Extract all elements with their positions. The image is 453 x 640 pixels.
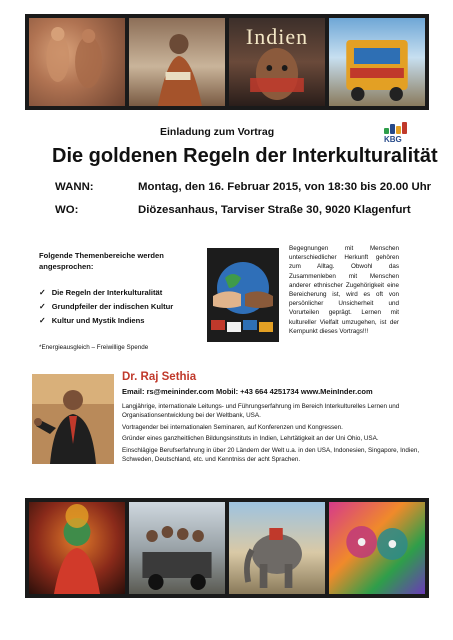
intro-paragraph: Begegnungen mit Menschen unterschiedlicher Herkunft gehören zum Alltag. Obwohl das Zusammenleben mit Menschen anderer ethnischer Zugehörigkeit eine Bereicherung ist, wird es oft von persönlicher Unsicherheit und Vorurteilen geprägt. Lernen mit kultureller Vielfalt umzugehen, ist der Kernpunkt dieses Vortrags!!!	[289, 245, 399, 335]
holi-festival-photo	[329, 502, 425, 594]
sadhu-photo	[129, 18, 225, 106]
topics-box	[39, 250, 204, 351]
decorated-truck-photo	[329, 18, 425, 106]
indien-face-photo	[229, 18, 325, 106]
indien-caption: Indien	[245, 24, 309, 49]
temple-carvings-photo	[29, 18, 125, 106]
elephant-street-photo	[229, 502, 325, 594]
check-icon: ✓	[39, 302, 46, 311]
speaker-name: Dr. Raj Sethia	[122, 371, 197, 383]
globe-hands-image	[207, 248, 279, 342]
when-label: WANN:	[55, 181, 94, 193]
check-icon: ✓	[39, 288, 46, 297]
topics-list	[39, 286, 204, 328]
speaker-contact: Email: rs@meininder.com Mobil: +43 664 4251734 www.MeinInder.com	[122, 387, 373, 396]
logo-text: KBG	[384, 135, 402, 144]
bottom-filmstrip	[25, 498, 429, 598]
topic-label: Kultur und Mystik Indiens	[51, 316, 145, 325]
top-filmstrip	[25, 14, 429, 110]
topic-label: Die Regeln der Interkulturalität	[51, 288, 163, 297]
speaker-bio-paragraph: Langjährige, internationale Leitungs- und Führungserfahrung im Bereich Interkulturelles Lernen und Organisationsentwicklung bei der Weltbank, USA.	[122, 403, 400, 419]
list-item	[39, 300, 204, 314]
where-label: WO:	[55, 204, 79, 216]
list-item	[39, 286, 204, 300]
logo-mark-icon	[384, 122, 424, 134]
when-value: Montag, den 16. Februar 2015, von 18:30 bis 20.00 Uhr	[138, 181, 432, 193]
speaker-bio-paragraph: Gründer eines ganzheitlichen Bildungsinstituts in Indien, Lehrtätigkeit an der Uni Ohio, USA.	[122, 435, 379, 443]
where-value: Diözesanhaus, Tarviser Straße 30, 9020 Klagenfurt	[138, 204, 411, 216]
topic-label: Grundpfeiler der indischen Kultur	[51, 302, 174, 311]
kathakali-dancer-photo	[29, 502, 125, 594]
check-icon: ✓	[39, 316, 46, 325]
donation-note: *Energieausgleich – Freiwillige Spende	[39, 344, 149, 351]
invitation-label: Einladung zum Vortrag	[160, 126, 275, 138]
topics-lead: Folgende Themenbereiche werden angesprochen:	[39, 251, 164, 271]
speaker-bio-paragraph: Einschlägige Berufserfahrung in über 20 Ländern der Welt u.a. in den USA, Indonesien, Singapore, Indien, Schweden, Deutschland, etc. und Kenntniss der acht Sprachen.	[122, 447, 420, 463]
speaker-bio-paragraph: Vortragender bei internationalen Seminaren, auf Konferenzen und Kongressen.	[122, 423, 343, 431]
speaker-photo	[32, 374, 114, 464]
list-item	[39, 314, 204, 328]
crowded-jeep-photo	[129, 502, 225, 594]
event-title: Die goldenen Regeln der Interkulturalität	[52, 145, 438, 167]
speaker-section	[122, 371, 422, 465]
